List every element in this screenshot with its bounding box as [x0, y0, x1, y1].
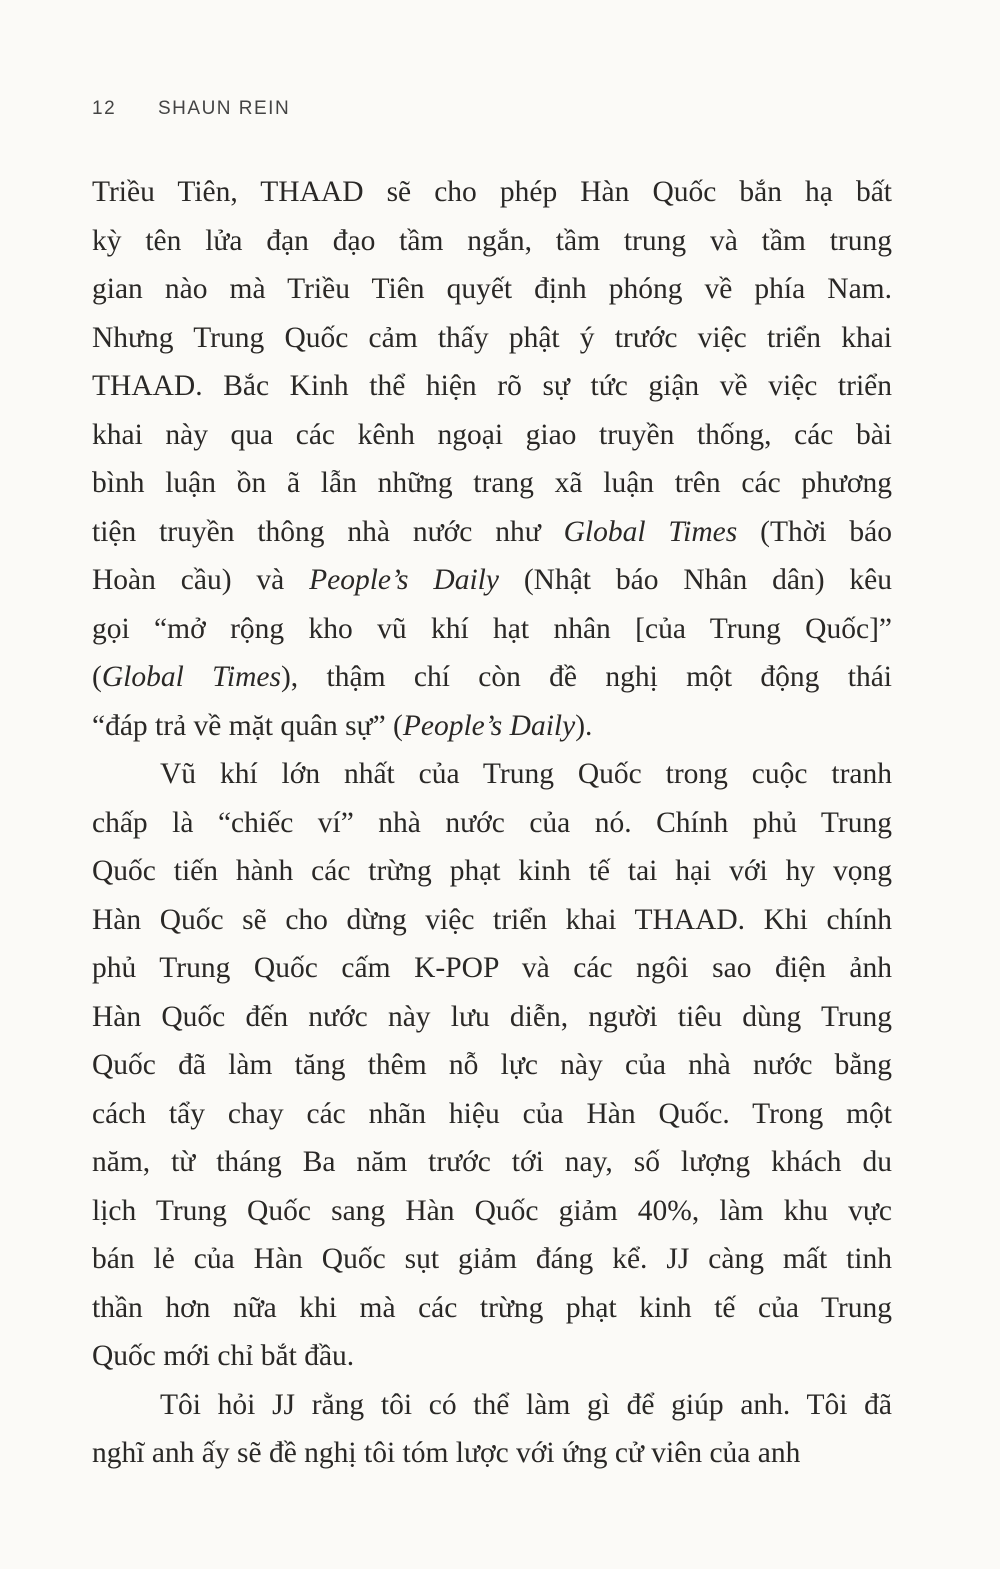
text-segment: lịch Trung Quốc sang Hàn Quốc giảm 40%, làm khu vực [92, 1194, 892, 1227]
text-line [92, 1041, 892, 1090]
text-segment: Quốc tiến hành các trừng phạt kinh tế tai hại với hy vọng [92, 855, 892, 887]
text-segment: bán lẻ của Hàn Quốc sụt giảm đáng kể. JJ càng mất tinh [92, 1243, 892, 1275]
text-line [92, 459, 892, 508]
text-segment: Hàn Quốc đến nước này lưu diễn, người tiêu dùng Trung [92, 1000, 892, 1033]
text-line [92, 1429, 892, 1478]
text-line [92, 799, 892, 848]
italic-title: People’s Daily [309, 564, 499, 596]
running-head-author: SHAUN REIN [158, 98, 291, 119]
text-line [92, 1138, 892, 1187]
text-line [92, 1187, 892, 1236]
text-line [92, 1381, 892, 1430]
text-line [92, 217, 892, 266]
text-segment: tiện truyền thông nhà nước như [92, 515, 564, 548]
text-segment: chấp là “chiếc ví” nhà nước của nó. Chính phủ Trung [92, 806, 892, 839]
text-segment: THAAD. Bắc Kinh thể hiện rõ sự tức giận về việc triển [92, 370, 892, 402]
page-number: 12 [92, 98, 117, 119]
text-segment: Tôi hỏi JJ rằng tôi có thể làm gì để giúp anh. Tôi đã [160, 1388, 892, 1421]
text-line [92, 265, 892, 314]
body-text [92, 168, 892, 1478]
italic-title: People’s Daily [402, 709, 576, 742]
text-line [92, 508, 892, 557]
text-segment: bình luận ồn ã lẫn những trang xã luận trên các phương [92, 467, 892, 499]
text-segment: Quốc đã làm tăng thêm nỗ lực này của nhà nước bằng [92, 1049, 892, 1081]
running-head [92, 98, 290, 120]
text-segment: Nhưng Trung Quốc cảm thấy phật ý trước việc triển khai [92, 321, 892, 354]
text-line [92, 314, 892, 363]
text-segment: cách tẩy chay các nhãn hiệu của Hàn Quốc. Trong một [92, 1097, 892, 1130]
text-line [92, 847, 892, 896]
text-segment: Hàn Quốc sẽ cho dừng việc triển khai THAAD. Khi chính [92, 903, 892, 936]
text-segment: Vũ khí lớn nhất của Trung Quốc trong cuộc tranh [160, 758, 892, 790]
text-line [92, 362, 892, 411]
paragraph [92, 750, 892, 1381]
text-line [92, 1332, 892, 1381]
text-segment: ( [92, 661, 102, 693]
text-segment: Quốc mới chỉ bắt đầu. [92, 1340, 355, 1372]
text-segment: kỳ tên lửa đạn đạo tầm ngắn, tầm trung và tầm trung [92, 224, 892, 257]
text-line [92, 1284, 892, 1333]
italic-title: Global Times [101, 661, 281, 693]
text-line [92, 411, 892, 460]
text-segment: Hoàn cầu) và [92, 564, 310, 596]
text-segment: gọi “mở rộng kho vũ khí hạt nhân [của Trung Quốc]” [92, 612, 892, 645]
text-line [92, 605, 892, 654]
text-line [92, 993, 892, 1042]
text-segment: năm, từ tháng Ba năm trước tới nay, số lượng khách du [92, 1146, 892, 1178]
text-segment: phủ Trung Quốc cấm K-POP và các ngôi sao điện ảnh [92, 952, 892, 984]
paragraph [92, 1381, 892, 1478]
text-segment: nghĩ anh ấy sẽ đề nghị tôi tóm lược với ứng cử viên của anh [92, 1437, 801, 1469]
paragraph [92, 168, 892, 750]
text-line [92, 168, 892, 217]
text-segment: thần hơn nữa khi mà các trừng phạt kinh tế của Trung [92, 1291, 892, 1324]
text-line [92, 1090, 892, 1139]
text-line [92, 944, 892, 993]
text-line [92, 750, 892, 799]
text-segment: (Thời báo [737, 515, 893, 548]
text-line [92, 1235, 892, 1284]
text-segment: gian nào mà Triều Tiên quyết định phóng về phía Nam. [92, 273, 892, 305]
italic-title: Global Times [563, 515, 738, 548]
text-line [92, 702, 892, 751]
text-segment: (Nhật báo Nhân dân) kêu [498, 564, 892, 596]
text-segment: khai này qua các kênh ngoại giao truyền thống, các bài [92, 418, 892, 451]
text-segment: ), thậm chí còn đề nghị một động thái [280, 661, 892, 693]
text-segment: Triều Tiên, THAAD sẽ cho phép Hàn Quốc bắn hạ bất [92, 176, 892, 208]
text-segment: “đáp trả về mặt quân sự” ( [92, 709, 403, 742]
text-line [92, 896, 892, 945]
text-line [92, 653, 892, 702]
text-segment: ). [575, 709, 593, 742]
text-line [92, 556, 892, 605]
